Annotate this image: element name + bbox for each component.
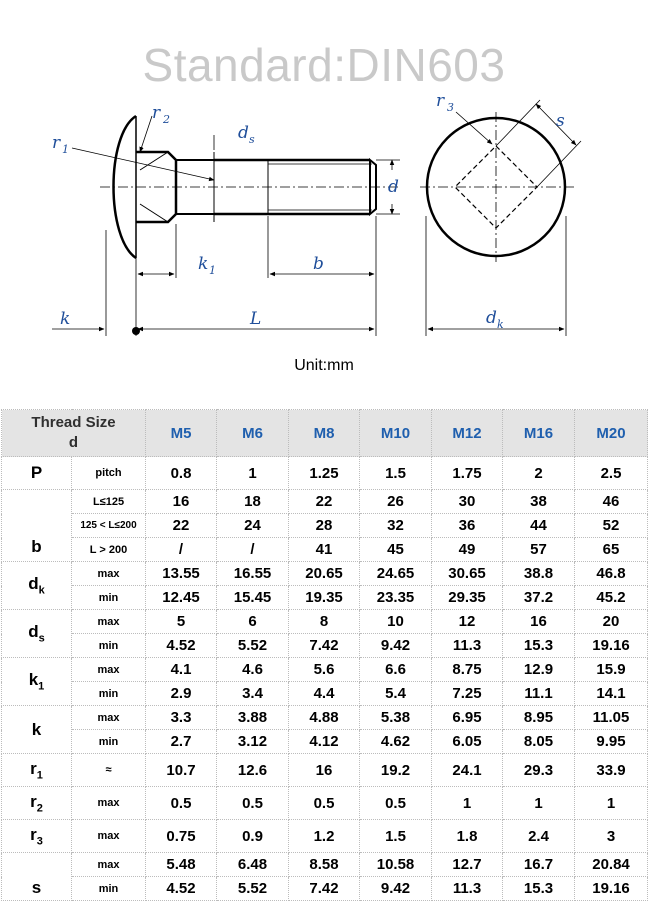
value-cell: 8.58 — [289, 853, 360, 877]
side-view-dimensions — [52, 116, 400, 336]
value-cell: 5.4 — [360, 682, 432, 706]
value-cell: 15.3 — [503, 634, 575, 658]
value-cell: 12.45 — [146, 586, 217, 610]
value-cell: 12.6 — [217, 754, 289, 787]
row-qualifier: max — [72, 853, 146, 877]
table-row — [2, 457, 648, 490]
value-cell: 30 — [432, 490, 503, 514]
label-s: s — [556, 111, 565, 131]
value-cell: 1 — [503, 787, 575, 820]
spec-table — [1, 409, 648, 901]
value-cell: 5 — [146, 610, 217, 634]
row-symbol: $r_1$ — [2, 754, 72, 787]
size-m6: M6 — [217, 410, 289, 457]
label-dk: d — [486, 308, 497, 328]
value-cell: 23.35 — [360, 586, 432, 610]
value-cell: 13.55 — [146, 562, 217, 586]
value-cell: 57 — [503, 538, 575, 562]
table-row — [2, 538, 648, 562]
drawing-labels — [52, 91, 565, 331]
value-cell: 28 — [289, 514, 360, 538]
label-r1: r — [52, 133, 61, 153]
value-cell: 11.1 — [503, 682, 575, 706]
value-cell: 46 — [575, 490, 648, 514]
value-cell: 20 — [575, 610, 648, 634]
row-symbol: s — [2, 853, 72, 901]
value-cell: 41 — [289, 538, 360, 562]
row-qualifier: max — [72, 610, 146, 634]
size-m16: M16 — [503, 410, 575, 457]
value-cell: 10 — [360, 610, 432, 634]
value-cell: 37.2 — [503, 586, 575, 610]
row-qualifier: 125 < L≤200 — [72, 514, 146, 538]
value-cell: 11.3 — [432, 877, 503, 901]
value-cell: 3 — [575, 820, 648, 853]
page-title: Standard:DIN603 — [142, 39, 506, 91]
value-cell: 7.42 — [289, 634, 360, 658]
value-cell: 16 — [146, 490, 217, 514]
label-k1-sub: 1 — [209, 264, 216, 277]
table-row — [2, 610, 648, 634]
value-cell: 22 — [146, 514, 217, 538]
table-row — [2, 754, 648, 787]
value-cell: / — [217, 538, 289, 562]
row-symbol: b — [2, 490, 72, 562]
row-qualifier: max — [72, 787, 146, 820]
value-cell: 9.42 — [360, 877, 432, 901]
table-row — [2, 820, 648, 853]
size-m10: M10 — [360, 410, 432, 457]
table-row — [2, 634, 648, 658]
value-cell: 30.65 — [432, 562, 503, 586]
value-cell: 4.4 — [289, 682, 360, 706]
value-cell: 19.16 — [575, 877, 648, 901]
value-cell: 2.4 — [503, 820, 575, 853]
value-cell: 6.48 — [217, 853, 289, 877]
label-r3-sub: 3 — [447, 101, 454, 114]
value-cell: 0.5 — [360, 787, 432, 820]
value-cell: 1.5 — [360, 820, 432, 853]
size-m5: M5 — [146, 410, 217, 457]
value-cell: 1 — [217, 457, 289, 490]
label-r3: r — [436, 91, 445, 111]
label-r2-sub: 2 — [163, 113, 170, 126]
size-m8: M8 — [289, 410, 360, 457]
value-cell: / — [146, 538, 217, 562]
value-cell: 9.42 — [360, 634, 432, 658]
value-cell: 19.2 — [360, 754, 432, 787]
table-row — [2, 658, 648, 682]
value-cell: 8.05 — [503, 730, 575, 754]
value-cell: 1 — [575, 787, 648, 820]
value-cell: 38.8 — [503, 562, 575, 586]
value-cell: 19.35 — [289, 586, 360, 610]
row-qualifier: min — [72, 682, 146, 706]
value-cell: 20.84 — [575, 853, 648, 877]
label-k: k — [60, 309, 71, 329]
value-cell: 9.95 — [575, 730, 648, 754]
value-cell: 1.2 — [289, 820, 360, 853]
label-L: L — [250, 309, 262, 329]
row-symbol: $d_s$ — [2, 610, 72, 658]
table-header-row — [2, 410, 648, 457]
value-cell: 11.3 — [432, 634, 503, 658]
value-cell: 0.75 — [146, 820, 217, 853]
value-cell: 44 — [503, 514, 575, 538]
row-symbol: k — [2, 706, 72, 754]
value-cell: 5.6 — [289, 658, 360, 682]
value-cell: 29.3 — [503, 754, 575, 787]
value-cell: 5.52 — [217, 877, 289, 901]
table-row — [2, 877, 648, 901]
value-cell: 26 — [360, 490, 432, 514]
value-cell: 16.55 — [217, 562, 289, 586]
table-row — [2, 682, 648, 706]
value-cell: 2.7 — [146, 730, 217, 754]
value-cell: 20.65 — [289, 562, 360, 586]
value-cell: 2.5 — [575, 457, 648, 490]
value-cell: 0.5 — [289, 787, 360, 820]
value-cell: 15.3 — [503, 877, 575, 901]
value-cell: 18 — [217, 490, 289, 514]
value-cell: 0.5 — [217, 787, 289, 820]
value-cell: 0.8 — [146, 457, 217, 490]
value-cell: 3.4 — [217, 682, 289, 706]
value-cell: 12.9 — [503, 658, 575, 682]
value-cell: 1.8 — [432, 820, 503, 853]
value-cell: 38 — [503, 490, 575, 514]
label-d: d — [388, 177, 399, 197]
value-cell: 4.62 — [360, 730, 432, 754]
row-qualifier: max — [72, 706, 146, 730]
value-cell: 45.2 — [575, 586, 648, 610]
value-cell: 0.5 — [146, 787, 217, 820]
row-symbol: $k_1$ — [2, 658, 72, 706]
table-row — [2, 562, 648, 586]
thread-size-header: Thread Size d — [2, 410, 146, 457]
label-ds-sub: s — [249, 133, 255, 146]
value-cell: 6.95 — [432, 706, 503, 730]
table-row — [2, 586, 648, 610]
value-cell: 49 — [432, 538, 503, 562]
value-cell: 4.12 — [289, 730, 360, 754]
value-cell: 36 — [432, 514, 503, 538]
row-qualifier: max — [72, 658, 146, 682]
value-cell: 16.7 — [503, 853, 575, 877]
value-cell: 6 — [217, 610, 289, 634]
label-k1: k — [198, 254, 209, 274]
label-ds: d — [238, 123, 249, 143]
value-cell: 4.88 — [289, 706, 360, 730]
unit-label: Unit:mm — [294, 357, 354, 374]
row-symbol: $r_2$ — [2, 787, 72, 820]
value-cell: 5.38 — [360, 706, 432, 730]
value-cell: 12.7 — [432, 853, 503, 877]
value-cell: 24 — [217, 514, 289, 538]
value-cell: 16 — [503, 610, 575, 634]
row-qualifier: pitch — [72, 457, 146, 490]
label-r1-sub: 1 — [62, 143, 69, 156]
row-symbol: P — [2, 457, 72, 490]
value-cell: 3.12 — [217, 730, 289, 754]
value-cell: 24.1 — [432, 754, 503, 787]
row-qualifier: L > 200 — [72, 538, 146, 562]
table-row — [2, 730, 648, 754]
value-cell: 2.9 — [146, 682, 217, 706]
row-qualifier: min — [72, 877, 146, 901]
value-cell: 52 — [575, 514, 648, 538]
value-cell: 8.95 — [503, 706, 575, 730]
value-cell: 16 — [289, 754, 360, 787]
size-m12: M12 — [432, 410, 503, 457]
bolt-technical-drawing — [0, 80, 648, 350]
row-symbol: $r_3$ — [2, 820, 72, 853]
value-cell: 0.9 — [217, 820, 289, 853]
value-cell: 22 — [289, 490, 360, 514]
value-cell: 4.52 — [146, 877, 217, 901]
row-qualifier: max — [72, 820, 146, 853]
value-cell: 4.52 — [146, 634, 217, 658]
row-qualifier: min — [72, 586, 146, 610]
row-qualifier: min — [72, 730, 146, 754]
table-row — [2, 787, 648, 820]
value-cell: 1 — [432, 787, 503, 820]
value-cell: 10.58 — [360, 853, 432, 877]
value-cell: 15.9 — [575, 658, 648, 682]
row-qualifier: L≤125 — [72, 490, 146, 514]
value-cell: 3.88 — [217, 706, 289, 730]
size-m20: M20 — [575, 410, 648, 457]
value-cell: 5.48 — [146, 853, 217, 877]
row-qualifier: min — [72, 634, 146, 658]
value-cell: 7.42 — [289, 877, 360, 901]
value-cell: 14.1 — [575, 682, 648, 706]
label-r2: r — [152, 103, 161, 123]
value-cell: 8 — [289, 610, 360, 634]
value-cell: 6.6 — [360, 658, 432, 682]
value-cell: 65 — [575, 538, 648, 562]
value-cell: 10.7 — [146, 754, 217, 787]
value-cell: 29.35 — [432, 586, 503, 610]
label-dk-sub: k — [497, 318, 504, 331]
value-cell: 45 — [360, 538, 432, 562]
table-row — [2, 490, 648, 514]
value-cell: 32 — [360, 514, 432, 538]
value-cell: 8.75 — [432, 658, 503, 682]
value-cell: 1.25 — [289, 457, 360, 490]
table-row — [2, 514, 648, 538]
row-qualifier: max — [72, 562, 146, 586]
value-cell: 15.45 — [217, 586, 289, 610]
value-cell: 2 — [503, 457, 575, 490]
value-cell: 33.9 — [575, 754, 648, 787]
value-cell: 7.25 — [432, 682, 503, 706]
value-cell: 24.65 — [360, 562, 432, 586]
table-row — [2, 853, 648, 877]
label-b: b — [313, 254, 324, 274]
row-symbol: $d_k$ — [2, 562, 72, 610]
row-qualifier: ≈ — [72, 754, 146, 787]
value-cell: 6.05 — [432, 730, 503, 754]
value-cell: 46.8 — [575, 562, 648, 586]
value-cell: 19.16 — [575, 634, 648, 658]
value-cell: 1.5 — [360, 457, 432, 490]
value-cell: 11.05 — [575, 706, 648, 730]
top-view — [420, 100, 581, 336]
value-cell: 3.3 — [146, 706, 217, 730]
value-cell: 4.1 — [146, 658, 217, 682]
value-cell: 1.75 — [432, 457, 503, 490]
value-cell: 12 — [432, 610, 503, 634]
table-row — [2, 706, 648, 730]
value-cell: 4.6 — [217, 658, 289, 682]
value-cell: 5.52 — [217, 634, 289, 658]
